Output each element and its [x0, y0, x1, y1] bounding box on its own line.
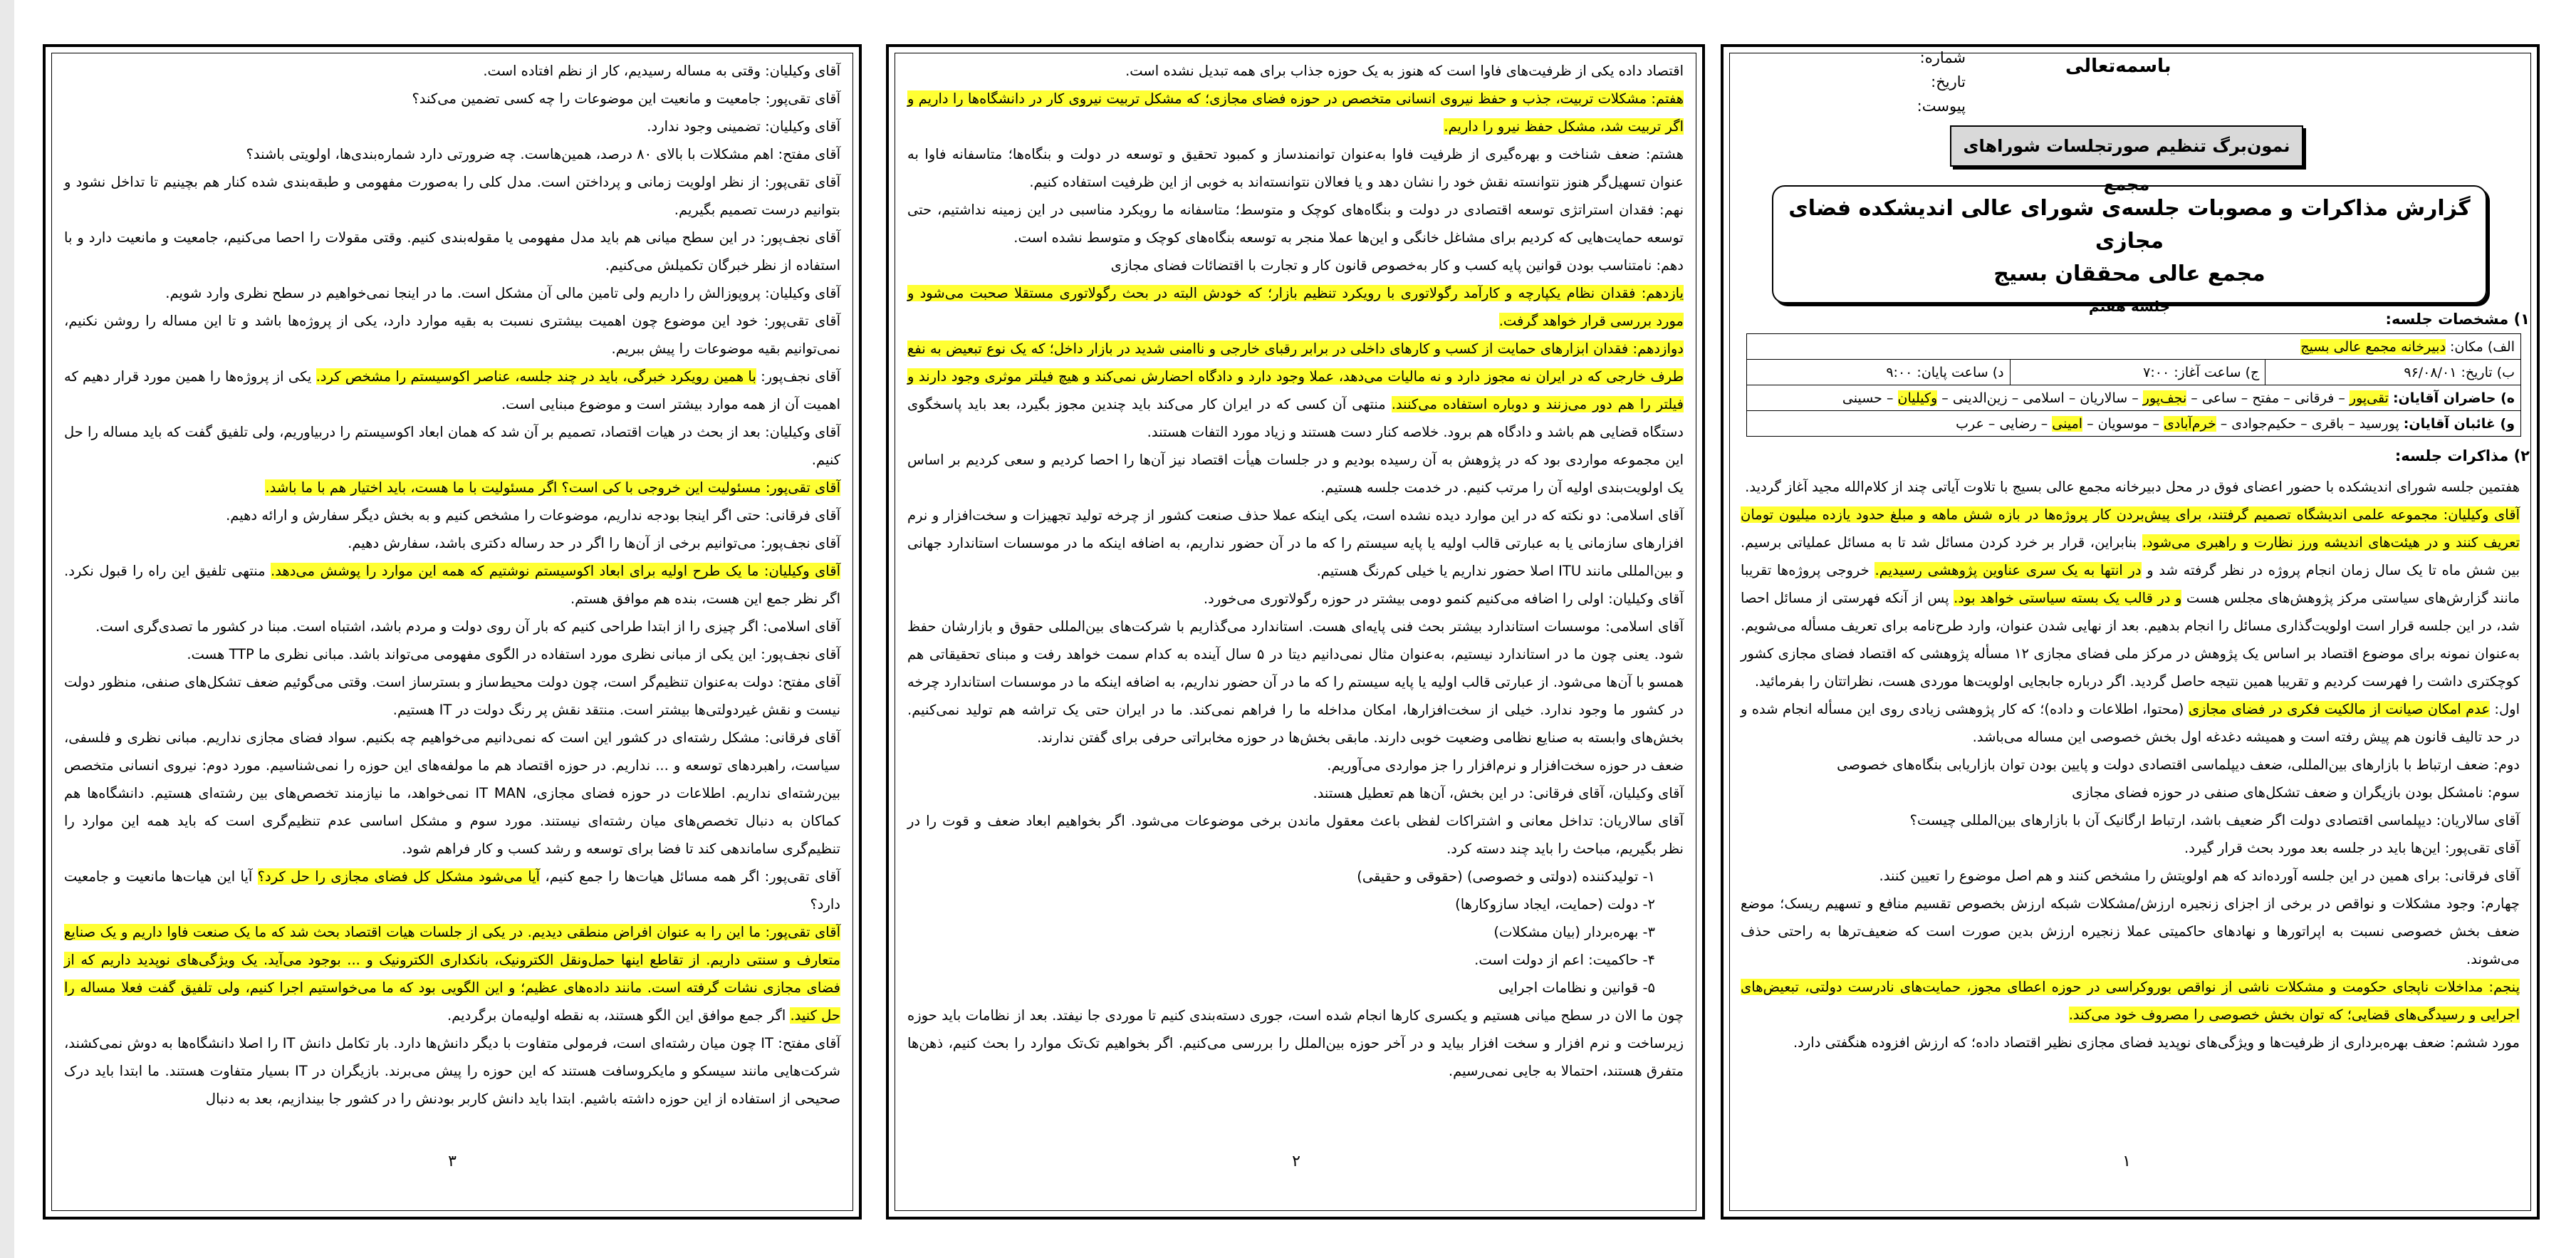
report-title-box	[1772, 185, 2487, 315]
table-row	[1747, 334, 2521, 360]
page-1-body	[1741, 473, 2520, 1056]
highlighted-text: دوازدهم: فقدان ابزارهای حمایت از کسب و کارهای داخلی در برابر رقبای خارجی و ناامنی شدید در بازار داخل؛ که یک نوع تبعیض به نفع طرف خارجی که در ایران نه مجوز دارد و نه مالیات می‌دهد، عملا وجود دارد و دادگاه احضارش نمی‌کند و هیچ فیلتر موثری وجود دارند و فیلتر را هم دور می‌زنند و دوباره استفاده می‌کنند.	[907, 341, 1684, 412]
paragraph	[907, 279, 1684, 335]
highlighted-text: آیا می‌شود مشکل کل فضای مجازی را حل کرد؟	[257, 868, 541, 885]
paragraph	[1741, 751, 2520, 779]
paragraph	[907, 501, 1684, 585]
table-row	[1747, 360, 2521, 385]
text-run: آیا این هیات‌ها مانعیت و جامعیت دارد؟	[64, 868, 840, 913]
text-run: ضعف در حوزه سخت‌افزار و نرم‌افزار را جز مواردی می‌آوریم.	[1327, 757, 1684, 774]
paragraph	[64, 307, 840, 363]
date-cell: ب) تاریخ: ۹۶/۰۸/۰۱	[2265, 360, 2521, 385]
text-run: آقای مفتح: دولت به‌عنوان تنظیم‌گر است، چون دولت محیط‌ساز و بسترساز است. وقتی می‌گوئیم ضعف تشکل‌های صنفی، منظور دولت نیست و نقش غیردولتی‌ها بیشتر است. منتقد نقش پر رنگ دولت در IT هستیم.	[64, 674, 840, 718]
paragraph	[907, 57, 1684, 85]
page-2-body	[907, 57, 1684, 1085]
text-run: آقای تقی‌پور: اگر همه مسائل هیات‌ها را جمع کنیم،	[540, 868, 840, 885]
highlighted-text: در انتها به یک سری عناوین پژوهشی رسیدیم.	[1874, 562, 2142, 578]
paragraph	[64, 140, 840, 168]
paragraph	[64, 557, 840, 613]
paragraph	[1741, 806, 2520, 834]
text-run: آقای تقی‌پور: خود این موضوع چون اهمیت بیشتری نسبت به بقیه موارد دارد، یکی از پروژه‌ها باشد و تا این مساله را روشن نکنیم، نمی‌توانیم بقیه موضوعات را پیش ببریم.	[64, 313, 840, 357]
place-label: الف) مکان:	[2449, 338, 2515, 355]
absent-list: پورسید – باقری – حکیم‌جوادی – خرم‌آبادی – موسویان – امینی – رضایی – عرب	[1956, 415, 2399, 432]
attendee-name: حکیم‌جوادی	[2231, 415, 2297, 432]
attendee-name: خرم‌آبادی	[2164, 415, 2216, 432]
attendee-name: مفتح	[2252, 390, 2280, 406]
paragraph	[64, 918, 840, 1029]
text-run: آقای وکیلیان: پروپوزالش را داریم ولی تامین مالی آن مشکل است. ما در اینجا نمی‌خواهیم در سطح نظری وارد شویم.	[165, 285, 840, 301]
attendee-name: پورسید	[2359, 415, 2399, 432]
text-run: هشتم: ضعف شناخت و بهره‌گیری از ظرفیت فاوا به‌عنوان توانمندساز و کمبود تحقیق و توسعه در دولت و بنگاه‌ها؛ متاسفانه فاوا به عنوان تسهیل‌گر هنوز نتوانسته نقش خود را نشان دهد و یا فعالان نتوانسته‌اند به خوبی از این ظرفیت استفاده کنیم.	[907, 146, 1684, 190]
highlighted-text: یازدهم: فقدان نظام یکپارچه و کارآمد رگولاتوری با رویکرد تنظیم بازار؛ که خودش البته در بحث رگولاتوری مستقلا صحبت می‌شود و مورد بررسی قرار خواهد گرفت.	[907, 285, 1684, 329]
paragraph	[1741, 695, 2520, 751]
paragraph	[907, 140, 1684, 196]
attendee-name: زین‌الدینی	[1952, 390, 2008, 406]
text-run: چهارم: وجود مشکلات و نواقص در برخی از اجزای زنجیره ارزش/مشکلات شبکه ارزش بخصوص تقسیم منافع و تسهیم ریسک؛ موضع ضعف بخش خصوصی نسبت به اپراتورها و نهادهای حاکمیتی عملا زنجیره ارزش بدین صورت است که ضعیف‌ترها به راحتی حذف می‌شوند.	[1741, 895, 2520, 967]
absent-cell	[1747, 411, 2521, 437]
highlighted-text: پنجم: مداخلات ناپجای حکومت و مشکلات ناشی از نواقص بوروکراسی در حوزه اعطای مجوز، حمایت‌های نادرست دولتی، تبعیض‌های اجرایی و رسیدگی‌های قضایی؛ که توان بخش خصوصی را مصروف خود می‌کند.	[1741, 979, 2520, 1023]
paragraph	[64, 113, 840, 140]
highlighted-text: هفتم: مشکلات تربیت، جذب و حفظ نیروی انسانی متخصص در حوزه فضای مجازی؛ که مشکل تربیت نیروی کار در دانشگاه‌ها را داریم و اگر تربیت شد، مشکل حفظ نیرو را داریم.	[907, 90, 1684, 135]
present-list: تقی‌پور – فرقانی – مفتح – ساعی – نجف‌پور – سالاریان – اسلامی – زین‌الدینی – وکیلیان – حسینی	[1842, 390, 2389, 406]
paragraph	[64, 279, 840, 307]
paragraph	[64, 863, 840, 918]
attendee-name: موسویان	[2097, 415, 2149, 432]
place-value: دبیرخانه مجمع عالی بسیج	[2300, 338, 2446, 355]
text-run: اگر جمع موافق این الگو هستند، به نقطه اولیه‌مان برگردیم.	[447, 1007, 791, 1024]
attendee-name: امینی	[2052, 415, 2083, 432]
text-run: آقای فرقانی: حتی اگر اینجا بودجه نداریم، موضوعات را مشخص کنیم و به بخش دیگر سفارش و ارائه دهیم.	[226, 507, 840, 524]
paragraph	[64, 640, 840, 668]
text-run: این مجموعه مواردی بود که در پژوهش به آن رسیده بودیم و در جلسات هیأت اقتصاد نیز آن‌ها را احصا کردیم و سعی کردیم بر اساس یک اولویت‌بندی اولیه آن را مرتب کنیم. در خدمت جلسه هستیم.	[907, 452, 1684, 496]
paragraph	[1741, 834, 2520, 862]
text-run: یکی از پروژه‌ها را همین مورد قرار دهیم که اهمیت آن از همه موارد بیشتر است و موضوع مبنایی است.	[64, 368, 840, 412]
paragraph	[64, 85, 840, 113]
absent-label: و) غائبان آقایان:	[2403, 415, 2515, 432]
attendee-name: سالاریان	[2080, 390, 2128, 406]
text-run: آقای وکیلیان، آقای فرقانی: در این بخش، آن‌ها هم تعطیل هستند.	[1313, 785, 1684, 801]
start-time-cell: ج) ساعت آغاز: ۷:۰۰	[2010, 360, 2265, 385]
text-run: آقای نجف‌پور: می‌توانیم برخی از آن‌ها را اگر در حد رساله دکتری باشد، سفارش دهیم.	[348, 535, 840, 551]
attendee-name: نجف‌پور	[2142, 390, 2187, 406]
text-run: دوم: ضعف ارتباط با بازارهای بین‌المللی، ضعف دیپلماسی اقتصادی دولت و پایین بودن توان بازاریابی بنگاه‌های خصوصی	[1837, 757, 2520, 773]
list-item: ۳- بهره‌بردار (بیان مشکلات)	[1493, 924, 1655, 940]
section-heading-discussions: ۲) مذاکرات جلسه:	[2394, 447, 2530, 464]
highlighted-text: و در قالب یک بسته سیاستی خواهد بود.	[1954, 590, 2182, 606]
paragraph	[64, 224, 840, 279]
text-run: آقای سالاریان: دیپلماسی اقتصادی دولت اگر ضعیف باشد، ارتباط ارگانیک آن با بازارهای بین‌المللی چیست؟	[1909, 812, 2520, 828]
text-run: آقای وکیلیان: تضمینی وجود ندارد.	[647, 118, 840, 135]
session-number: جلسه هفتم	[2088, 298, 2171, 315]
number-label: شماره:	[1919, 49, 1966, 66]
highlighted-text: آقای تقی‌پور: مسئولیت این خروجی با کی است؟ اگر مسئولیت با ما هست، باید اختیار هم با ما باشد.	[265, 479, 840, 496]
page-number: ۳	[448, 1153, 457, 1170]
attendee-name: تقی‌پور	[2349, 390, 2389, 406]
document-page-1	[1709, 0, 2576, 1258]
text-run: آقای اسلامی: موسسات استاندارد بیشتر بحث فنی پایه‌ای هست. استاندارد می‌گذاریم با شرکت‌های بین‌المللی حقوق و بازارشان حفظ شود. یعنی چون ما در استاندارد نیستیم، به‌عنوان مثال نمی‌دانیم دیتا در ۵ سال آینده به کدام سمت خواهد رفت و مبنای تحقیقاتی هم همسو با آن‌ها می‌شود. از عبارتی قالب اولیه یا پایه سیستم را که ما در آن حضور نداریم، به اضافه اینکه ما در موسسات استاندارد چرخه در کشور ما وجود ندارد. خیلی از سخت‌افزارها، امکان مداخله ما را فراهم نمی‌کند. ما در ایران حتی یک تراشه هم تولید نمی‌کنیم. بخش‌های وابسته به صنایع نظامی وضعیت خوبی دارند. مابقی بخش‌ها در حوزه مخابراتی حرفی برای گفتن ندارند.	[907, 618, 1684, 746]
text-run: چون ما الان در سطح میانی هستیم و یکسری کارها انجام شده است، جوری دسته‌بندی کنیم تا موردی جا نیفتد. بعد از نظامات باید حوزه زیرساخت و نرم افزار و سخت افزار بیاید و در آخر حوزه بین‌الملل را بررسی می‌کنیم. اگر بخواهیم تک‌تک موارد را بحث کنیم، ذهن‌ها متفرق هستند، احتمالا به جایی نمی‌رسیم.	[907, 1007, 1684, 1079]
paragraph	[907, 446, 1684, 501]
report-title-line-1: گزارش مذاکرات و مصوبات جلسه‌ی شورای عالی اندیشکده فضای مجازی	[1788, 196, 2471, 254]
paragraph	[1741, 1029, 2520, 1056]
paragraph	[64, 529, 840, 557]
text-run: اقتصاد داده یکی از ظرفیت‌های فاوا است که هنوز به یک حوزه جذاب برای همه تبدیل نشده است.	[1125, 63, 1684, 79]
text-run: بنابراین، قرار بر خرد کردن مسائل شد تا به مسائل عملیاتی برسیم. بین شش ماه تا یک سال زمان انجام پروژه در نظر گرفته شد و	[1741, 534, 2520, 578]
text-run: آقای مفتح: IT چون میان رشته‌ای است، فرمولی متفاوت با دیگر دانش‌ها دارد. بار تکامل دانش IT را اصلا دانشگاه‌ها به دوش نمی‌کشند، شرکت‌هایی مانند سیسکو و مایکروسافت هستند که این حوزه را پیش می‌برند. بازیگران در IT بسیار متفاوت هستند. ما ابتدا باید درک صحیحی از استفاده از این حوزه داشته باشیم. ابتدا باید دانش کاربر بودنش را در کشور جا بیندازیم، بعد به دنبال	[64, 1035, 840, 1107]
paragraph	[907, 196, 1684, 251]
list-item: ۲- دولت (حمایت، ایجاد سازوکارها)	[1455, 896, 1655, 913]
present-label: ه) حاضران آقایان:	[2392, 390, 2515, 406]
paragraph	[1741, 890, 2520, 973]
text-run: آقای اسلامی: اگر چیزی را از ابتدا طراحی کنیم که بار آن روی دولت و مردم باشد، اشتباه است. مبنا در کشور ما تصدی‌گری است.	[95, 618, 840, 635]
text-run: هفتمین جلسه شورای اندیشکده با حضور اعضای فوق در محل دبیرخانه مجمع عالی بسیج با تلاوت آیاتی چند از کلام‌الله مجید آغاز گردید.	[1745, 479, 2520, 495]
end-time-cell: د) ساعت پایان: ۹:۰۰	[1747, 360, 2011, 385]
highlighted-text: با همین رویکرد خبرگی، باید در چند جلسه، عناصر اکوسیستم را مشخص کرد.	[316, 368, 756, 385]
basmala: باسمه‌تعالی	[2065, 56, 2171, 77]
date-label: تاریخ:	[1931, 73, 1966, 90]
document-meta	[1830, 46, 1966, 118]
paragraph	[1741, 779, 2520, 806]
table-row	[1747, 411, 2521, 437]
page-number: ۲	[1292, 1153, 1300, 1170]
paragraph	[1741, 973, 2520, 1029]
page-3-body	[64, 57, 840, 1113]
paragraph	[64, 418, 840, 474]
attendee-name: عرب	[1956, 415, 1984, 432]
paragraph	[64, 168, 840, 224]
text-run: آقای وکیلیان: وقتی به مساله رسیدیم، کار از نظم افتاده است.	[483, 63, 840, 79]
paragraph	[1741, 473, 2520, 501]
paragraph	[907, 779, 1684, 807]
paragraph	[907, 251, 1684, 279]
attendee-name: رضایی	[1999, 415, 2037, 432]
text-run: آقای سالاریان: تداخل معانی و اشتراکات لفظی باعث معقول ماندن برخی موضوعات می‌شود. اگر بخواهیم ابعاد ضعف و قوت را در نظر بگیریم، مباحث را باید چند دسته کرد.	[907, 813, 1684, 857]
attendee-name: اسلامی	[2023, 390, 2065, 406]
text-run: نهم: فقدان استراتژی توسعه اقتصادی در دولت و بنگاه‌های کوچک و متوسط؛ متاسفانه ما رویکرد مناسبی در این زمینه نداشتیم، حتی توسعه حمایت‌هایی که کردیم برای مشاغل خانگی و این‌ها عملا منجر به توسعه بنگاه‌های کوچک و متوسط نشده است.	[907, 202, 1684, 246]
highlighted-text: آقای وکیلیان: مجموعه علمی اندیشگاه تصمیم گرفتند، برای پیش‌بردن کار پروژه‌ها در بازه شش ماهه و مبلغ حدود یازده میلیون تومان تعریف کنند و در هیئت‌های اندیشه ورز نظارت و راهبری می‌شود.	[1741, 506, 2520, 551]
paragraph	[907, 1002, 1684, 1085]
text-run: اول:	[2490, 701, 2520, 717]
text-run: سوم: نامشکل بودن بازیگران و ضعف تشکل‌های صنفی در حوزه فضای مجازی	[2072, 784, 2520, 801]
text-run: آقای نجف‌پور:	[756, 368, 840, 385]
paragraph	[907, 335, 1684, 446]
document-page-2	[876, 0, 1724, 1258]
list-item: ۱- تولیدکننده (دولتی و خصوصی) (حقوقی و حقیقی)	[1357, 868, 1655, 885]
paragraph	[64, 363, 840, 418]
text-run: آقای اسلامی: دو نکته که در این موارد دیده نشده است، یکی اینکه عملا حذف صنعت کشور از چرخه تولید تجهیزات و سخت‌افزار و نرم افزارهای سازمانی یا به عبارتی قالب اولیه یا پایه سیستم را که ما در آن حضور نداریم، به اضافه اینکه ما در موسسات استاندارد جهانی و بین‌المللی مانند ITU اصلا حضور نداریم یا خیلی کم‌رنگ هستیم.	[907, 507, 1684, 579]
text-run: آقای تقی‌پور: جامعیت و مانعیت این موضوعات را چه کسی تضمین می‌کند؟	[412, 90, 840, 107]
text-run: مورد ششم: ضعف بهره‌برداری از ظرفیت‌ها و ویژگی‌های نوپدید فضای مجازی نظیر اقتصاد داده؛ که ارزش افزوده هنگفتی دارد.	[1793, 1034, 2520, 1051]
text-run: خروجی پروژه‌ها تقریبا مانند گزارش‌های سیاستی مرکز پژوهش‌های مجلس هست	[1741, 562, 2520, 606]
paragraph	[64, 501, 840, 529]
paragraph	[907, 613, 1684, 752]
paragraph	[1741, 862, 2520, 890]
text-run: آقای نجف‌پور: این یکی از مبانی نظری مورد استفاده در الگوی مفهومی می‌تواند باشد. مبانی نظری ما TTP هست.	[187, 646, 840, 662]
paragraph	[907, 807, 1684, 863]
text-run: آقای مفتح: اهم مشکلات با بالای ۸۰ درصد، همین‌هاست. چه ضرورتی دارد شماره‌بندی‌ها، اولویتی باشند؟	[246, 146, 840, 162]
attendee-name: ساعی	[2201, 390, 2237, 406]
list-item: ۵- قوانین و نظامات اجرایی	[1498, 979, 1655, 996]
form-title-box: نمون‌برگ تنظیم صورتجلسات شوراهای مجمع	[1950, 125, 2303, 167]
text-run: آقای فرقانی: برای همین در این جلسه آورده‌اند که هم اولویتش را مشخص کنند و هم اصل موضوع را تعیین کنند.	[1879, 868, 2520, 884]
text-run: منتهی آن کسی که در ایران کار می‌کند باید چندین مجوز بگیرد، بعد باید پاسخگوی دستگاه قضایی هم باشد و دادگاه هم برود. خلاصه کنار دست هستند و زیاد مورد التفات هستند.	[907, 396, 1684, 440]
highlighted-text: آقای تقی‌پور: ما این را به عنوان افراض منطقی دیدیم. در یکی از جلسات هیات اقتصاد بحث شد که ما یک صنعت فاوا داریم و یک صنایع متعارف و سنتی داریم. از تقاطع اینها حمل‌ونقل الکترونیک، بانکداری الکترونیک و ... بوجود می‌آید. یک ویژگی‌های نوپدید داریم که از فضای مجازی نشات گرفته است. مانند داده‌های عظیم؛ و این الگویی بود که ما می‌خواستیم اجرا کنیم، ولی تلفیق گفت فعلا مساله را حل کنید.	[64, 924, 840, 1024]
text-run: آقای نجف‌پور: در این سطح میانی هم باید مدل مفهومی یا مقوله‌بندی کنیم. وقتی مقولات را احصا می‌کنیم، جامعیت و مانعیت دارد و با استفاده از نظر خبرگان تکمیلش می‌کنیم.	[64, 229, 840, 274]
paragraph	[907, 585, 1684, 613]
text-run: آقای فرقانی: مشکل رشته‌ای در کشور این است که نمی‌دانیم می‌خواهیم چه بکنیم. سواد فضای مجازی نداریم. مبانی نظری و فلسفی، سیاست، راهبردهای توسعه و ... نداریم. در حوزه اقتصاد هم ما مولفه‌های این حوزه را نمی‌شناسیم. مورد دوم: نیروی انسانی متخصص بین‌رشته‌ای نداریم. اطلاعات در حوزه فضای مجازی، IT MAN نمی‌خواهد، ما نیازمند تخصص‌های بین رشته‌ای هستیم. دانشگاه‌ها هم کماکان به دنبال تخصص‌های میان رشته‌ای نیستند. مورد سوم و مشکل اساسی عدم تنظیم‌گری است که باید همه این موارد را تنظیم‌گری ساماندهی کند تا فضا برای توسعه و رشد کسب و کار فراهم شود.	[64, 729, 840, 857]
paragraph	[64, 474, 840, 501]
paragraph	[64, 668, 840, 724]
text-run: آقای وکیلیان: اولی را اضافه می‌کنیم کنمو دومی بیشتر در حوزه رگولاتوری می‌خورد.	[1203, 591, 1684, 607]
text-run: آقای وکیلیان: بعد از بحث در هیات اقتصاد، تصمیم بر آن شد که همان ابعاد اکوسیستم را دربیاوریم، ولی تلفیق گفت که باید مساله را حل کنیم.	[64, 424, 840, 468]
text-run: دهم: نامتناسب بودن قوانین پایه کسب و کار به‌خصوص قانون کار و تجارت با اقتضائات فضای مجازی	[1110, 257, 1684, 274]
paragraph	[64, 57, 840, 85]
place-cell	[1747, 334, 2521, 360]
text-run: آقای تقی‌پور: این‌ها باید در جلسه بعد مورد بحث قرار گیرد.	[2184, 840, 2520, 856]
text-run: منتهی تلفیق این راه را قبول نکرد. اگر نظر جمع این هست، بنده هم موافق هستم.	[64, 563, 840, 607]
document-page-3	[14, 0, 890, 1258]
attendee-name: وکیلیان	[1897, 390, 1938, 406]
paragraph	[64, 1029, 840, 1113]
table-row	[1747, 385, 2521, 411]
text-run: آقای تقی‌پور: از نظر اولویت زمانی و پرداختن است. مدل کلی را به‌صورت مفهومی و طبقه‌بندی شده کنار هم بچینیم تا تداخل نشود و بتوانیم درست تصمیم بگیریم.	[64, 174, 840, 218]
highlighted-text: آقای وکیلیان: ما یک طرح اولیه برای ابعاد اکوسیستم نوشتیم که همه این موارد را پوشش می‌دهد.	[271, 563, 840, 579]
highlighted-text: عدم امکان صیانت از مالکیت فکری در فضای مجازی	[2188, 701, 2491, 717]
attendee-name: حسینی	[1842, 390, 1882, 406]
text-run: پس از آنکه فهرستی از مسائل احصا شد، در این جلسه قرار است اولویت‌گذاری مسائل را انجام بدهیم. بعد از نهایی شدن عنوان، وارد طرح‌نامه برای تعریف مسأله می‌شویم. به‌عنوان نمونه برای موضوع اقتصاد بر اساس یک پژوهش در مرکز ملی فضای مجازی ۱۲ مسأله پژوهشی که اقتصاد فضای مجازی کشور کوچکتری داشت را فهرست کردیم و تقریبا همین نتیجه حاصل گردید. اگر درباره جابجایی اولویت‌ها موردی هست، نظراتتان را بفرمائید.	[1741, 590, 2520, 690]
attendee-name: باقری	[2311, 415, 2345, 432]
attendee-name: فرقانی	[2294, 390, 2335, 406]
present-cell	[1747, 385, 2521, 411]
text-run: (محتوا، اطلاعات و داده)؛ که کار پژوهشی زیادی روی این مسأله انجام شده و در حد تالیف قانون هم پیش رفته است و همیشه دغدغه اول بخش خصوصی این مساله می‌باشد.	[1741, 701, 2520, 745]
list-item: ۴- حاکمیت: اعم از دولت است.	[1474, 952, 1655, 968]
paragraph	[907, 85, 1684, 140]
meeting-info-table	[1746, 333, 2521, 437]
paragraph	[64, 613, 840, 640]
report-title-line-2: مجمع عالی محققان بسیج	[1993, 261, 2265, 286]
page-number: ۱	[2122, 1153, 2131, 1170]
paragraph	[64, 724, 840, 863]
paragraph	[1741, 501, 2520, 695]
attachment-label: پیوست:	[1917, 98, 1966, 115]
section-heading-meeting-info: ۱) مشخصات جلسه:	[2385, 311, 2530, 328]
paragraph	[907, 752, 1684, 779]
